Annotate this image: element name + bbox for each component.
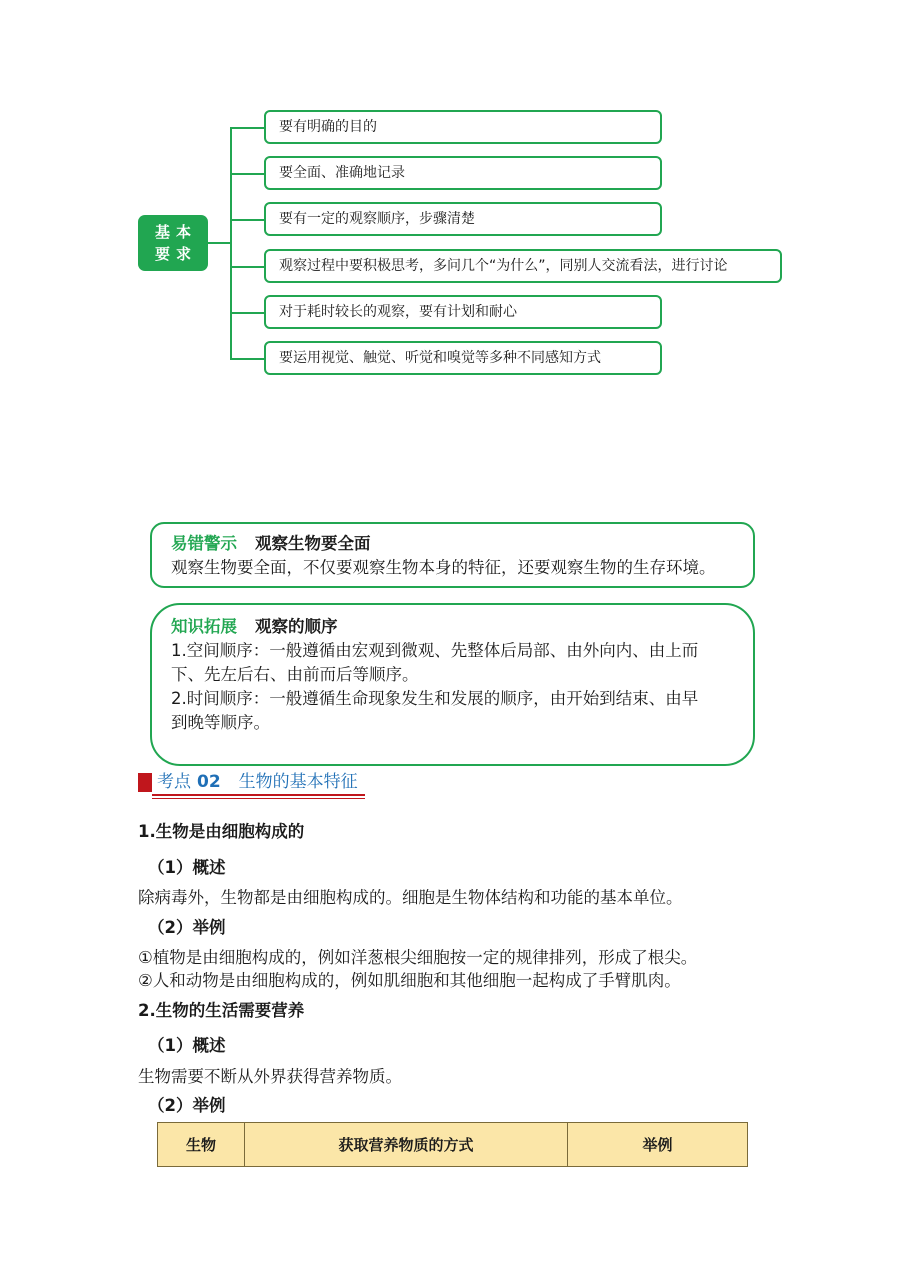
section-label: 考点: [157, 772, 191, 792]
paragraph: 除病毒外，生物都是由细胞构成的。细胞是生物体结构和功能的基本单位。: [138, 888, 683, 907]
extension-title: 观察的顺序: [255, 617, 338, 636]
mindmap-root-line2: 要求: [154, 245, 197, 263]
extension-line: 1.空间顺序：一般遵循由宏观到微观、先整体后局部、由外向内、由上而: [171, 641, 699, 660]
mindmap-root-line1: 基本: [154, 223, 197, 241]
connector: [230, 127, 232, 360]
mindmap-item: 要运用视觉、触觉、听觉和嗅觉等多种不同感知方式: [264, 341, 662, 375]
extension-line: 下、先左后右、由前而后等顺序。: [171, 665, 419, 684]
mindmap-item: 要有一定的观察顺序，步骤清楚: [264, 202, 662, 236]
warning-tag: 易错警示: [171, 534, 237, 553]
connector: [230, 127, 264, 129]
mindmap-item: 要全面、准确地记录: [264, 156, 662, 190]
extension-box: [150, 603, 755, 766]
warning-text: 观察生物要全面，不仅要观察生物本身的特征，还要观察生物的生存环境。: [171, 558, 716, 577]
heading-nutrition: 2.生物的生活需要营养: [138, 1001, 305, 1020]
extension-header: [171, 615, 753, 639]
table-header-cell: 生物: [158, 1123, 245, 1166]
subheading-overview: （1）概述: [148, 1036, 226, 1055]
mindmap-item: 观察过程中要积极思考，多问几个“为什么”，同别人交流看法，进行讨论: [264, 249, 782, 283]
section-number: 02: [197, 772, 221, 792]
mindmap-item: 对于耗时较长的观察，要有计划和耐心: [264, 295, 662, 329]
mindmap-item: 要有明确的目的: [264, 110, 662, 144]
connector: [230, 173, 264, 175]
section-underline: [152, 798, 365, 799]
extension-line: 2.时间顺序：一般遵循生命现象发生和发展的顺序，由开始到结束、由早: [171, 689, 699, 708]
subheading-examples: （2）举例: [148, 1096, 226, 1115]
section-title: 生物的基本特征: [238, 772, 358, 792]
warning-title: 观察生物要全面: [255, 534, 371, 553]
extension-line: 到晚等顺序。: [171, 713, 270, 732]
example-line: ②人和动物是由细胞构成的，例如肌细胞和其他细胞一起构成了手臂肌肉。: [138, 971, 681, 990]
connector: [208, 242, 231, 244]
warning-box: [150, 522, 755, 588]
heading-cells: 1.生物是由细胞构成的: [138, 822, 305, 841]
table-header-cell: 举例: [642, 1136, 673, 1154]
paragraph: 生物需要不断从外界获得营养物质。: [138, 1067, 402, 1086]
section-underline: [152, 794, 365, 796]
example-line: ①植物是由细胞构成的，例如洋葱根尖细胞按一定的规律排列，形成了根尖。: [138, 948, 698, 967]
extension-tag: 知识拓展: [171, 617, 237, 636]
section-heading: [157, 770, 358, 794]
subheading-overview: （1）概述: [148, 858, 226, 877]
connector: [230, 358, 264, 360]
connector: [230, 312, 264, 314]
connector: [230, 266, 264, 268]
nutrition-table-header: [157, 1122, 748, 1167]
warning-header: [171, 532, 753, 556]
mindmap-root: [138, 215, 208, 271]
subheading-examples: （2）举例: [148, 918, 226, 937]
table-header-cell: 获取营养物质的方式: [245, 1123, 568, 1166]
connector: [230, 219, 264, 221]
section-marker: [138, 773, 152, 792]
